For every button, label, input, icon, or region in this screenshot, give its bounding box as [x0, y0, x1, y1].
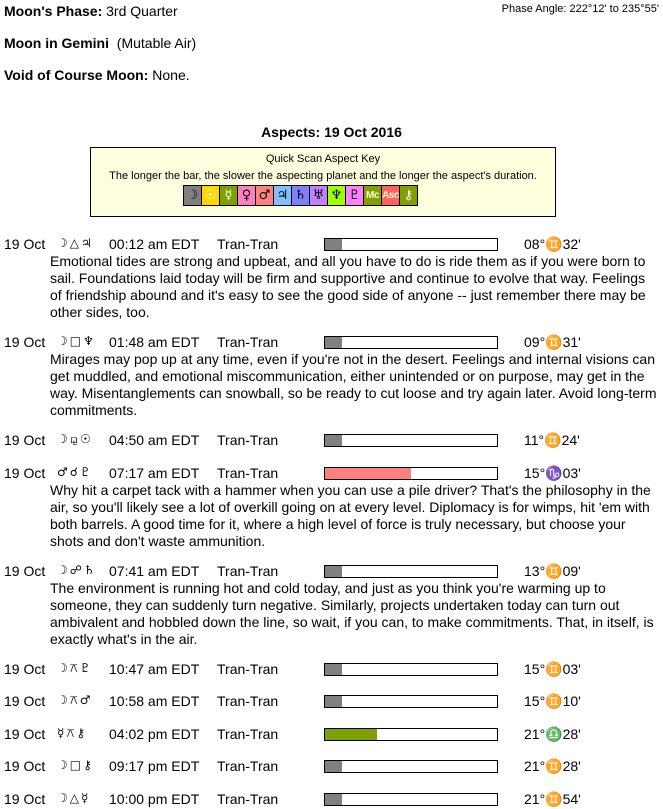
ascendant-icon: Asc: [382, 186, 400, 205]
aspect-time: 01:48 am EDT: [109, 334, 200, 350]
aspect-time: 04:50 am EDT: [109, 432, 200, 448]
aspect-glyphs-icon: ☽⚼☉: [57, 432, 93, 446]
aspect-date: 19 Oct: [4, 563, 46, 579]
duration-bar-fill: [325, 729, 377, 740]
aspect-position: 11°♊24': [524, 432, 580, 448]
aspect-type: Tran-Tran: [217, 236, 279, 252]
duration-bar: [324, 663, 498, 676]
aspect-glyphs-icon: ☽⚻♂: [57, 693, 93, 707]
uranus-icon: ♅: [310, 186, 328, 205]
aspect-glyphs-icon: ♂☌♇: [57, 465, 93, 479]
moon-icon: ☽: [184, 186, 202, 205]
aspect-key-box: [90, 147, 556, 217]
aspect-key-subtitle: The longer the bar, the slower the aspecting planet and the longer the aspect's duration.: [109, 170, 537, 182]
pluto-icon: ♇: [346, 186, 364, 205]
chiron-icon: ⚷: [400, 186, 417, 205]
duration-bar-fill: [325, 696, 342, 707]
aspect-description: Mirages may pop up at any time, even if you're not in the desert. Feelings and internal visions can get muddled, and emotional miscommunication, either unintended or on purpose, may get in the way. Misentanglements can snowball, so be ready to cut loose and try again later. Avoid long-term commitments.: [50, 351, 657, 418]
aspects-title: Aspects: 19 Oct 2016: [261, 124, 402, 140]
aspect-position: 21°♊54': [524, 791, 581, 807]
aspect-key-title: Quick Scan Aspect Key: [265, 153, 381, 165]
aspect-position: 21°♊28': [524, 758, 581, 774]
aspect-date: 19 Oct: [4, 432, 46, 448]
aspect-date: 19 Oct: [4, 334, 46, 350]
saturn-icon: ♄: [292, 186, 310, 205]
aspect-type: Tran-Tran: [217, 661, 279, 677]
midheaven-icon: Mc: [364, 186, 382, 205]
aspect-description: The environment is running hot and cold today, and just as you think you're warming up to someone, they can suddenly turn negative. Similarly, projects undertaken today can turn out ambivalent and hobbled down the line, so wait, if you can, to make commitments. That, in itself, is exactly what's in the air.: [50, 580, 654, 647]
aspect-position: 09°♊31': [524, 334, 581, 350]
aspect-date: 19 Oct: [4, 465, 46, 481]
duration-bar-fill: [325, 761, 342, 772]
aspect-time: 07:41 am EDT: [109, 563, 200, 579]
duration-bar: [324, 238, 498, 251]
duration-bar-fill: [325, 435, 342, 446]
moon-sign: [4, 35, 196, 51]
aspect-type: Tran-Tran: [217, 693, 279, 709]
aspect-position: 08°♊32': [524, 236, 581, 252]
void-value: None.: [152, 67, 190, 83]
aspect-type: Tran-Tran: [217, 334, 279, 350]
duration-bar: [324, 467, 498, 480]
neptune-icon: ♆: [328, 186, 346, 205]
aspect-type: Tran-Tran: [217, 563, 279, 579]
aspect-time: 07:17 am EDT: [109, 465, 200, 481]
aspect-time: 10:47 am EDT: [109, 661, 200, 677]
duration-bar: [324, 565, 498, 578]
aspect-type: Tran-Tran: [217, 726, 279, 742]
aspect-date: 19 Oct: [4, 661, 46, 677]
duration-bar-fill: [325, 239, 342, 250]
aspect-position: 15°♊03': [524, 661, 581, 677]
aspect-description: Emotional tides are strong and upbeat, and all you have to do is ride them as if you were born to sail. Foundations laid today will be firm and supportive and continue to evolve that way. Feelings of friendship abound and it's easy to see the good side of anyone -- just remember there may be other sides, too.: [50, 253, 646, 320]
void-of-course: [4, 67, 190, 83]
duration-bar: [324, 336, 498, 349]
aspect-type: Tran-Tran: [217, 432, 279, 448]
aspect-glyphs-icon: ☽□♆: [57, 334, 96, 348]
aspect-glyphs-icon: ☽△☿: [57, 791, 91, 805]
aspect-position: 15°♑03': [524, 465, 581, 481]
moon-sign-detail: (Mutable Air): [116, 35, 197, 51]
aspect-type: Tran-Tran: [217, 465, 279, 481]
duration-bar: [324, 793, 498, 806]
aspect-date: 19 Oct: [4, 236, 46, 252]
aspect-date: 19 Oct: [4, 791, 46, 807]
void-label: Void of Course Moon:: [4, 67, 149, 83]
duration-bar-fill: [325, 664, 342, 675]
aspect-glyphs-icon: ☽⚻♇: [57, 661, 93, 675]
mars-icon: ♂: [256, 186, 274, 205]
aspect-type: Tran-Tran: [217, 791, 279, 807]
duration-bar: [324, 728, 498, 741]
aspect-glyphs-icon: ☿⚻⚷: [57, 726, 88, 740]
aspect-position: 15°♊10': [524, 693, 581, 709]
aspect-glyphs-icon: ☽☍♄: [57, 563, 97, 577]
aspect-type: Tran-Tran: [217, 758, 279, 774]
planet-key-strip: [183, 185, 418, 206]
aspect-position: 13°♊09': [524, 563, 581, 579]
aspect-date: 19 Oct: [4, 726, 46, 742]
aspect-date: 19 Oct: [4, 693, 46, 709]
duration-bar: [324, 695, 498, 708]
aspect-time: 00:12 am EDT: [109, 236, 200, 252]
moon-sign-label: Moon in Gemini: [4, 35, 109, 51]
sun-icon: ☉: [202, 186, 220, 205]
aspect-time: 04:02 pm EDT: [109, 726, 200, 742]
duration-bar-fill: [325, 468, 411, 479]
aspect-position: 21°♎28': [524, 726, 581, 742]
jupiter-icon: ♃: [274, 186, 292, 205]
duration-bar-fill: [325, 794, 342, 805]
duration-bar-fill: [325, 337, 342, 348]
duration-bar: [324, 760, 498, 773]
aspect-description: Why hit a carpet tack with a hammer when you can use a pile driver? That's the philosophy in the air, so you'll likely see a lot of overkill going on at every level. Diplomacy is for wimps, hit 'em with both barrels. A good time for it, where a high level of force is truly necessary, but choose your shots and don't waste ammunition.: [50, 482, 651, 549]
moon-phase-value: 3rd Quarter: [106, 3, 178, 19]
mercury-icon: ☿: [220, 186, 238, 205]
aspect-time: 09:17 pm EDT: [109, 758, 200, 774]
duration-bar: [324, 434, 498, 447]
moon-phase-label: Moon's Phase:: [4, 3, 103, 19]
duration-bar-fill: [325, 566, 342, 577]
aspect-time: 10:58 am EDT: [109, 693, 200, 709]
aspect-time: 10:00 pm EDT: [109, 791, 200, 807]
venus-icon: ♀: [238, 186, 256, 205]
moon-phase: [4, 3, 178, 19]
phase-angle: Phase Angle: 222°12' to 235°55': [501, 3, 659, 15]
aspect-glyphs-icon: ☽△♃: [57, 236, 94, 250]
aspect-glyphs-icon: ☽□⚷: [57, 758, 94, 772]
aspect-date: 19 Oct: [4, 758, 46, 774]
